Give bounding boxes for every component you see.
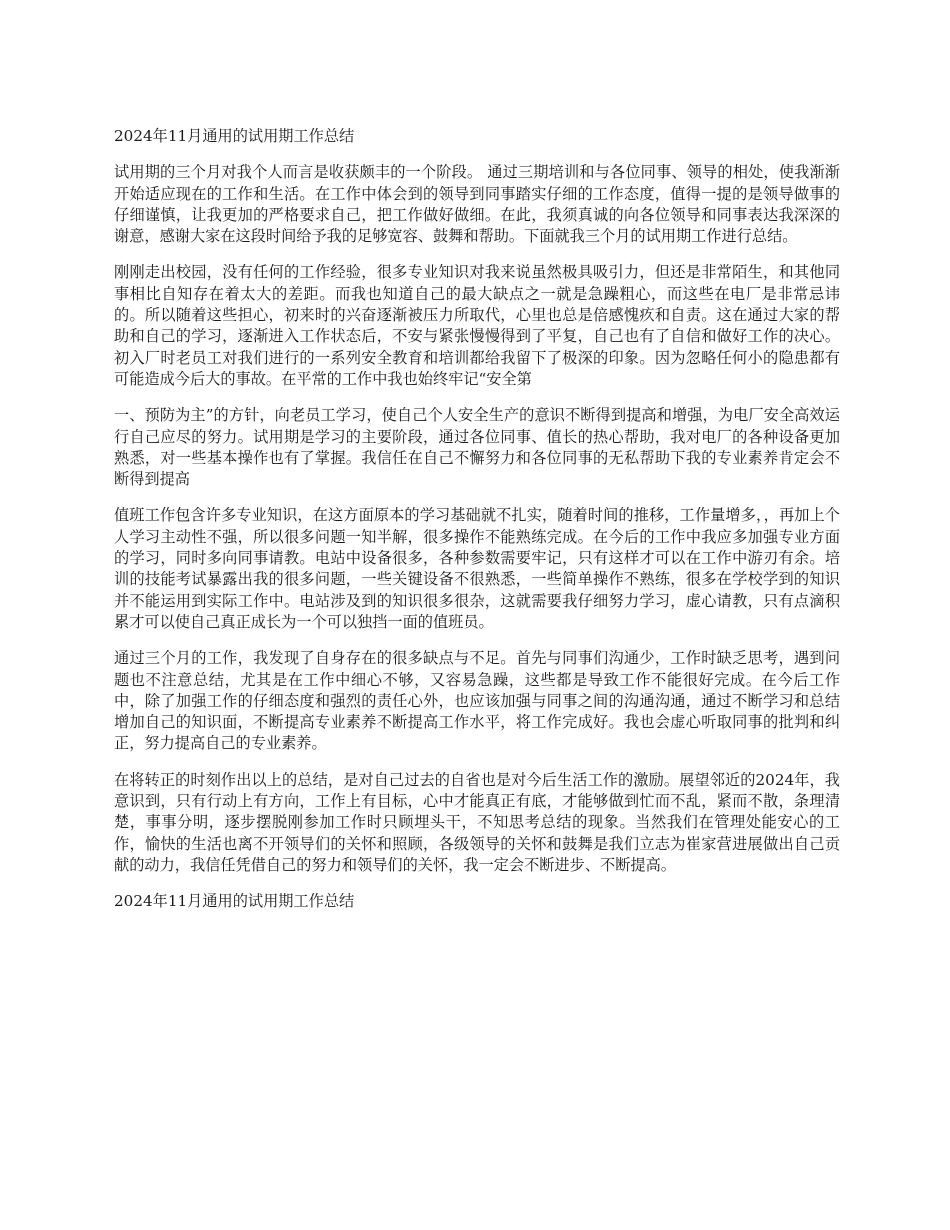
document-title: 2024年11月通用的试用期工作总结 (114, 127, 355, 145)
paragraph-adaptation: 刚刚走出校园，没有任何的工作经验，很多专业知识对我来说虽然极具吸引力，但还是非常陌生，和其他同事相比自知存在着太大的差距。而我也知道自己的最大缺点之一就是急躁粗心，而这些在电厂是非常忌讳的。所以随着这些担心，初来时的兴奋逐渐被压力所取代，心里也总是倍感愧疚和自责。这在通过大家的帮助和自己的学习，逐渐进入工作状态后，不安与紧张慢慢得到了平复，自己也有了自信和做好工作的决心。初入厂时老员工对我们进行的一系列安全教育和培训都给我留下了极深的印象。因为忽略任何小的隐患都有可能造成今后大的事故。在平常的工作中我也始终牢记“安全第 (114, 263, 840, 388)
document-footer-title: 2024年11月通用的试用期工作总结 (114, 892, 355, 911)
paragraph-professional-study: 值班工作包含许多专业知识，在这方面原本的学习基础就不扎实，随着时间的推移，工作量增多，，再加上个人学习主动性不强，所以很多问题一知半解，很多操作不能熟练完成。在今后的工作中我应多加强专业方面的学习，同时多向同事请教。电站中设备很多，各种参数需要牢记，只有这样才可以在工作中游刃有余。培训的技能考试暴露出我的很多问题，一些关键设备不很熟悉，一些简单操作不熟练，很多在学校学到的知识并不能运用到实际工作中。电站涉及到的知识很多很杂，这就需要我仔细努力学习，虚心请教，只有点滴积累才可以使自己真正成长为一个可以独挡一面的值班员。 (114, 506, 840, 631)
paragraph-conclusion: 在将转正的时刻作出以上的总结，是对自己过去的自省也是对今后生活工作的激励。展望邻近的2024年，我意识到，只有行动上有方向，工作上有目标，心中才能真正有底，才能够做到忙而不乱，紧而不散，条理清楚，事事分明，逐步摆脱刚参加工作时只顾埋头干，不知思考总结的现象。当然我们在管理处能安心的工作，愉快的生活也离不开领导们的关怀和照顾，各级领导的关怀和鼓舞是我们立志为崔家营进展做出自己贡献的动力，我信任凭借自己的努力和领导们的关怀，我一定会不断进步、不断提高。 (114, 770, 840, 874)
paragraph-safety: 一、预防为主”的方针，向老员工学习，使自己个人安全生产的意识不断得到提高和增强，为电厂安全高效运行自己应尽的努力。试用期是学习的主要阶段，通过各位同事、值长的热心帮助，我对电厂的各种设备更加熟悉，对一些基本操作也有了掌握。我信任在自己不懈努力和各位同事的无私帮助下我的专业素养肯定会不断得到提高 (114, 406, 840, 489)
paragraph-shortcomings: 通过三个月的工作，我发现了自身存在的很多缺点与不足。首先与同事们沟通少，工作时缺乏思考，遇到问题也不注意总结，尤其是在工作中细心不够，又容易急躁，这些都是导致工作不能很好完成。在今后工作中，除了加强工作的仔细态度和强烈的责任心外，也应该加强与同事之间的沟通沟通，通过不断学习和总结增加自己的知识面，不断提高专业素养不断提高工作水平，将工作完成好。我也会虚心听取同事的批判和纠正，努力提高自己的专业素养。 (114, 649, 840, 753)
paragraph-intro: 试用期的三个月对我个人而言是收获颇丰的一个阶段。 通过三期培训和与各位同事、领导的相处，使我渐渐开始适应现在的工作和生活。在工作中体会到的领导到同事踏实仔细的工作态度，值得一提的是领导做事的仔细谨慎，让我更加的严格要求自己，把工作做好做细。在此，我须真诚的向各位领导和同事表达我深深的谢意，感谢大家在这段时间给予我的足够宽容、鼓舞和帮助。下面就我三个月的试用期工作进行总结。 (114, 163, 840, 246)
document-page (114, 126, 840, 913)
